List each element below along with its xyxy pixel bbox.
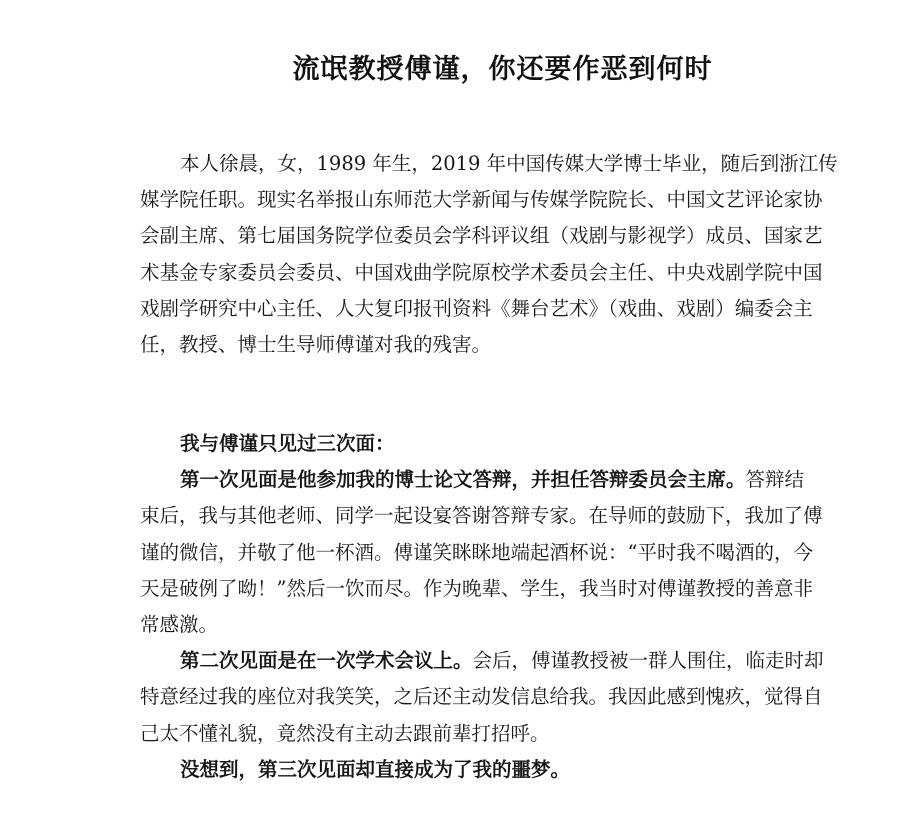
intro-line: 会副主席、第七届国务院学位委员会学科评议组（戏剧与影视学）成员、国家艺: [140, 224, 823, 248]
first-meeting-line: 谨的微信，并敬了他一杯酒。傅谨笑眯眯地端起酒杯说：“平时我不喝酒的，今: [140, 540, 813, 564]
intro-line: 术基金专家委员会委员、中国戏曲学院原校学术委员会主任、中央戏剧学院中国: [140, 260, 823, 284]
second-meeting-lead-rest: 会后，傅谨教授被一群人围住，临走时却: [472, 649, 824, 673]
first-meeting-line: 常感激。: [140, 613, 219, 637]
intro-line: 任，教授、博士生导师傅谨对我的残害。: [140, 333, 492, 357]
intro-line: 媒学院任职。现实名举报山东师范大学新闻与传媒学院院长、中国文艺评论家协: [140, 188, 823, 212]
article-title: 流氓教授傅谨，你还要作恶到何时: [292, 54, 713, 85]
intro-line: 戏剧学研究中心主任、人大复印报刊资料《舞台艺术》（戏曲、戏剧）编委会主: [140, 296, 813, 320]
meetings-section: [140, 426, 880, 788]
intro-paragraph: [140, 146, 880, 363]
second-meeting-lead: 第二次见面是在一次学术会议上。: [180, 649, 473, 673]
first-meeting-line: 天是破例了呦！”然后一饮而尽。作为晚辈、学生，我当时对傅谨教授的善意非: [140, 576, 813, 600]
intro-line: 本人徐晨，女，1989 年生，2019 年中国传媒大学博士毕业，随后到浙江传: [180, 152, 838, 175]
second-meeting-line: 特意经过我的座位对我笑笑，之后还主动发信息给我。我因此感到愧疚，觉得自: [140, 685, 823, 709]
second-meeting-line: [140, 643, 880, 679]
first-meeting-lead-rest: 答辩结: [745, 468, 805, 492]
first-meeting-lead: 第一次见面是他参加我的博士论文答辩，并担任答辩委员会主席。: [180, 468, 746, 492]
third-meeting-line: 没想到，第三次见面却直接成为了我的噩梦。: [180, 757, 571, 781]
second-meeting-line: 己太不懂礼貌，竟然没有主动去跟前辈打招呼。: [140, 721, 550, 745]
section-heading: 我与傅谨只见过三次面：: [180, 432, 395, 455]
first-meeting-line: 束后，我与其他老师、同学一起设宴答谢答辩专家。在导师的鼓励下，我加了傅: [140, 504, 823, 528]
first-meeting-line: [140, 462, 880, 498]
